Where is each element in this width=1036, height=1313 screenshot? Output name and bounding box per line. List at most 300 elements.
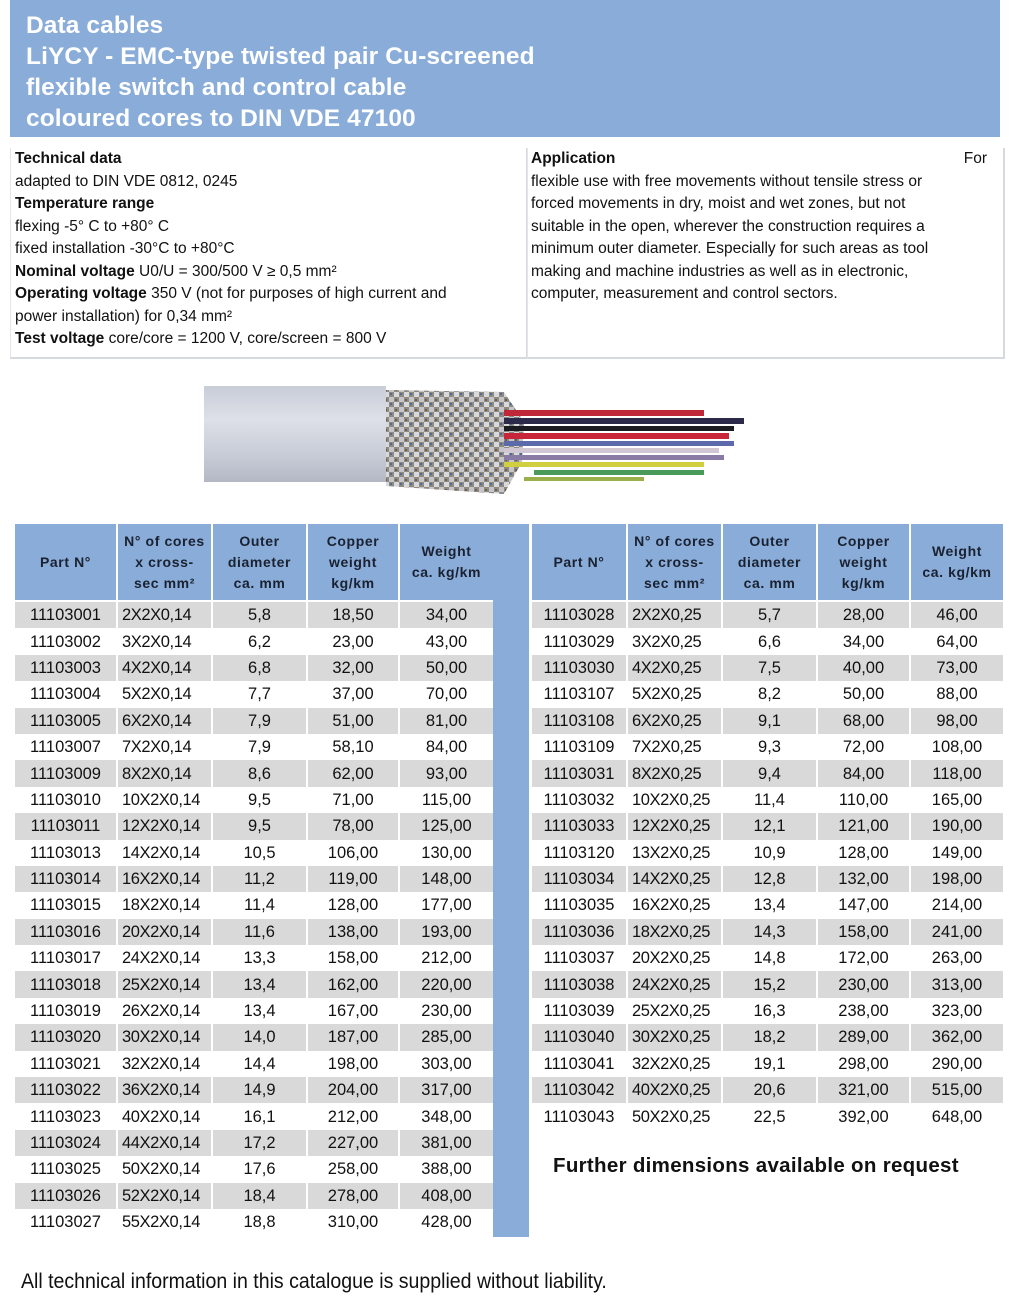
cell-part-no: 11103013 <box>15 840 116 866</box>
cell-cores: 14X2X0,14 <box>118 840 211 866</box>
cell-weight: 81,00 <box>400 708 493 734</box>
cell-outer-diameter: 11,2 <box>213 866 306 892</box>
cell-part-no: 11103014 <box>15 866 116 892</box>
cell-cores: 7X2X0,14 <box>118 734 211 760</box>
cell-outer-diameter: 7,9 <box>213 708 306 734</box>
application-line: forced movements in dry, moist and wet zones, but not <box>531 195 906 212</box>
cell-copper-weight: 321,00 <box>818 1077 909 1103</box>
cell-weight: 118,00 <box>911 760 1003 786</box>
cell-outer-diameter: 15,2 <box>723 971 816 997</box>
cell-part-no: 11103019 <box>15 998 116 1024</box>
cell-weight: 648,00 <box>911 1103 1003 1129</box>
cell-cores: 20X2X0,25 <box>628 945 721 971</box>
cell-weight: 73,00 <box>911 655 1003 681</box>
cell-cores: 30X2X0,25 <box>628 1024 721 1050</box>
header-copper-weight: Copper weight kg/km <box>308 524 398 602</box>
cell-outer-diameter: 18,4 <box>213 1183 306 1209</box>
cell-copper-weight: 138,00 <box>308 919 398 945</box>
cell-outer-diameter: 10,5 <box>213 840 306 866</box>
cell-copper-weight: 158,00 <box>818 919 909 945</box>
cell-outer-diameter: 7,9 <box>213 734 306 760</box>
cell-weight: 230,00 <box>400 998 493 1024</box>
cell-part-no: 11103108 <box>532 708 626 734</box>
cell-weight: 323,00 <box>911 998 1003 1024</box>
cell-cores: 30X2X0,14 <box>118 1024 211 1050</box>
table-row <box>532 919 1003 945</box>
cell-copper-weight: 212,00 <box>308 1103 398 1129</box>
cell-part-no: 11103037 <box>532 945 626 971</box>
application-for: For <box>963 150 987 167</box>
cell-cores: 6X2X0,25 <box>628 708 721 734</box>
cell-outer-diameter: 11,4 <box>723 787 816 813</box>
table-row <box>532 734 1003 760</box>
table-row <box>15 998 493 1024</box>
table-row <box>15 681 493 707</box>
cell-part-no: 11103025 <box>15 1156 116 1182</box>
header-cores: N° of cores x cross- sec mm² <box>118 524 211 602</box>
cell-cores: 20X2X0,14 <box>118 919 211 945</box>
cell-copper-weight: 310,00 <box>308 1209 398 1235</box>
cell-weight: 428,00 <box>400 1209 493 1235</box>
cell-weight: 177,00 <box>400 892 493 918</box>
table-row <box>532 1103 1003 1129</box>
cell-weight: 193,00 <box>400 919 493 945</box>
cell-weight: 303,00 <box>400 1051 493 1077</box>
cell-outer-diameter: 9,4 <box>723 760 816 786</box>
cell-outer-diameter: 10,9 <box>723 840 816 866</box>
cell-outer-diameter: 20,6 <box>723 1077 816 1103</box>
cell-weight: 50,00 <box>400 655 493 681</box>
cell-cores: 24X2X0,14 <box>118 945 211 971</box>
cell-cores: 26X2X0,14 <box>118 998 211 1024</box>
table-row <box>15 1183 493 1209</box>
cell-copper-weight: 172,00 <box>818 945 909 971</box>
operating-voltage-cont: power installation) for 0,34 mm² <box>15 307 233 325</box>
table-row <box>532 971 1003 997</box>
table-row <box>532 602 1003 628</box>
cell-copper-weight: 106,00 <box>308 840 398 866</box>
cell-part-no: 11103023 <box>15 1103 116 1129</box>
cell-weight: 98,00 <box>911 708 1003 734</box>
cell-copper-weight: 167,00 <box>308 998 398 1024</box>
title-line-4: coloured cores to DIN VDE 47100 <box>26 105 416 132</box>
cell-cores: 40X2X0,25 <box>628 1077 721 1103</box>
application-line: flexible use with free movements without tensile stress or <box>531 172 923 190</box>
cell-outer-diameter: 16,3 <box>723 998 816 1024</box>
cell-outer-diameter: 13,4 <box>213 971 306 997</box>
cell-part-no: 11103031 <box>532 760 626 786</box>
flexing-text: flexing -5° C to +80° C <box>15 217 170 235</box>
cell-cores: 2X2X0,25 <box>628 602 721 628</box>
cell-outer-diameter: 14,0 <box>213 1024 306 1050</box>
nominal-voltage <box>15 261 526 284</box>
cell-weight: 115,00 <box>400 787 493 813</box>
cell-copper-weight: 198,00 <box>308 1051 398 1077</box>
table-row <box>15 1077 493 1103</box>
cell-part-no: 11103017 <box>15 945 116 971</box>
cell-outer-diameter: 8,6 <box>213 760 306 786</box>
cell-weight: 70,00 <box>400 681 493 707</box>
test-voltage-label: Test voltage <box>15 330 105 347</box>
cell-outer-diameter: 9,5 <box>213 787 306 813</box>
temperature-heading: Temperature range <box>15 195 155 212</box>
cell-outer-diameter: 18,2 <box>723 1024 816 1050</box>
cell-outer-diameter: 11,4 <box>213 892 306 918</box>
table-row <box>15 840 493 866</box>
cell-outer-diameter: 16,1 <box>213 1103 306 1129</box>
operating-voltage-label: Operating voltage <box>15 285 147 302</box>
cell-part-no: 11103038 <box>532 971 626 997</box>
cell-copper-weight: 392,00 <box>818 1103 909 1129</box>
header-outer-diameter: Outer diameter ca. mm <box>723 524 816 602</box>
cell-weight: 93,00 <box>400 760 493 786</box>
cell-cores: 52X2X0,14 <box>118 1183 211 1209</box>
cell-weight: 408,00 <box>400 1183 493 1209</box>
cell-cores: 10X2X0,25 <box>628 787 721 813</box>
cell-part-no: 11103022 <box>15 1077 116 1103</box>
table-row <box>532 892 1003 918</box>
cable-photo <box>204 382 824 498</box>
cell-cores: 8X2X0,25 <box>628 760 721 786</box>
cell-copper-weight: 227,00 <box>308 1130 398 1156</box>
cell-copper-weight: 34,00 <box>818 628 909 654</box>
operating-voltage <box>15 283 526 306</box>
header-part-no: Part N° <box>532 524 626 602</box>
cell-cores: 2X2X0,14 <box>118 602 211 628</box>
table-row <box>15 1024 493 1050</box>
cell-copper-weight: 289,00 <box>818 1024 909 1050</box>
table-row <box>532 708 1003 734</box>
table-row <box>15 760 493 786</box>
cell-part-no: 11103004 <box>15 681 116 707</box>
table-row <box>532 1024 1003 1050</box>
table-row <box>532 1051 1003 1077</box>
header-copper-weight: Copper weight kg/km <box>818 524 909 602</box>
cell-cores: 10X2X0,14 <box>118 787 211 813</box>
cell-part-no: 11103039 <box>532 998 626 1024</box>
cell-copper-weight: 298,00 <box>818 1051 909 1077</box>
table-row <box>15 919 493 945</box>
cell-copper-weight: 78,00 <box>308 813 398 839</box>
cell-outer-diameter: 13,4 <box>723 892 816 918</box>
cell-weight: 198,00 <box>911 866 1003 892</box>
cell-part-no: 11103010 <box>15 787 116 813</box>
cell-outer-diameter: 13,4 <box>213 998 306 1024</box>
cell-outer-diameter: 9,1 <box>723 708 816 734</box>
cell-part-no: 11103028 <box>532 602 626 628</box>
table-row <box>15 971 493 997</box>
cell-part-no: 11103027 <box>15 1209 116 1235</box>
application-box <box>527 148 1005 359</box>
cell-part-no: 11103005 <box>15 708 116 734</box>
cell-weight: 290,00 <box>911 1051 1003 1077</box>
cell-outer-diameter: 9,5 <box>213 813 306 839</box>
cell-copper-weight: 187,00 <box>308 1024 398 1050</box>
title-line-2: LiYCY - EMC-type twisted pair Cu-screened <box>26 43 535 70</box>
cell-copper-weight: 58,10 <box>308 734 398 760</box>
cell-weight: 241,00 <box>911 919 1003 945</box>
cell-weight: 84,00 <box>400 734 493 760</box>
cell-weight: 165,00 <box>911 787 1003 813</box>
cell-part-no: 11103001 <box>15 602 116 628</box>
application-heading: Application <box>531 150 616 167</box>
title-line-1: Data cables <box>26 12 164 39</box>
cell-weight: 214,00 <box>911 892 1003 918</box>
cell-outer-diameter: 22,5 <box>723 1103 816 1129</box>
application-line: making and machine industries as well as in electronic, <box>531 262 909 280</box>
test-voltage <box>15 328 526 351</box>
cell-outer-diameter: 14,4 <box>213 1051 306 1077</box>
header-weight: Weight ca. kg/km <box>911 524 1003 602</box>
cell-copper-weight: 258,00 <box>308 1156 398 1182</box>
cell-copper-weight: 71,00 <box>308 787 398 813</box>
cell-copper-weight: 158,00 <box>308 945 398 971</box>
table-row <box>532 655 1003 681</box>
cell-copper-weight: 28,00 <box>818 602 909 628</box>
cell-copper-weight: 238,00 <box>818 998 909 1024</box>
cell-copper-weight: 278,00 <box>308 1183 398 1209</box>
cell-copper-weight: 147,00 <box>818 892 909 918</box>
cell-outer-diameter: 5,7 <box>723 602 816 628</box>
cell-cores: 50X2X0,25 <box>628 1103 721 1129</box>
table-row <box>15 945 493 971</box>
table-row <box>15 1103 493 1129</box>
cell-part-no: 11103042 <box>532 1077 626 1103</box>
cell-copper-weight: 18,50 <box>308 602 398 628</box>
cell-part-no: 11103041 <box>532 1051 626 1077</box>
parts-table-014 <box>13 524 495 1235</box>
adapted-text: adapted to DIN VDE 0812, 0245 <box>15 172 238 190</box>
cell-part-no: 11103026 <box>15 1183 116 1209</box>
cell-copper-weight: 204,00 <box>308 1077 398 1103</box>
cell-cores: 12X2X0,14 <box>118 813 211 839</box>
operating-voltage-value: 350 V (not for purposes of high current and <box>146 285 447 302</box>
cell-cores: 36X2X0,14 <box>118 1077 211 1103</box>
cell-weight: 362,00 <box>911 1024 1003 1050</box>
cell-outer-diameter: 17,6 <box>213 1156 306 1182</box>
cell-copper-weight: 50,00 <box>818 681 909 707</box>
table-row <box>15 1130 493 1156</box>
cell-cores: 5X2X0,25 <box>628 681 721 707</box>
cell-part-no: 11103107 <box>532 681 626 707</box>
table-row <box>15 602 493 628</box>
cell-outer-diameter: 8,2 <box>723 681 816 707</box>
cell-part-no: 11103030 <box>532 655 626 681</box>
table-row <box>15 1156 493 1182</box>
liability-footer: All technical information in this catalogue is supplied without liability. <box>21 1270 607 1293</box>
cell-weight: 348,00 <box>400 1103 493 1129</box>
table-body <box>15 602 493 1235</box>
application-line: minimum outer diameter. Especially for such areas as tool <box>531 240 929 257</box>
cell-cores: 25X2X0,14 <box>118 971 211 997</box>
table-row <box>15 892 493 918</box>
cell-outer-diameter: 12,1 <box>723 813 816 839</box>
cell-part-no: 11103016 <box>15 919 116 945</box>
cell-outer-diameter: 12,8 <box>723 866 816 892</box>
cell-weight: 46,00 <box>911 602 1003 628</box>
cell-cores: 7X2X0,25 <box>628 734 721 760</box>
cell-weight: 149,00 <box>911 840 1003 866</box>
cell-outer-diameter: 7,5 <box>723 655 816 681</box>
cell-copper-weight: 37,00 <box>308 681 398 707</box>
cell-weight: 220,00 <box>400 971 493 997</box>
table-row <box>15 734 493 760</box>
nominal-voltage-value: U0/U = 300/500 V ≥ 0,5 mm² <box>134 262 337 280</box>
cell-cores: 3X2X0,14 <box>118 628 211 654</box>
cell-outer-diameter: 6,6 <box>723 628 816 654</box>
cell-outer-diameter: 19,1 <box>723 1051 816 1077</box>
table-header-row <box>532 524 1003 602</box>
table-row <box>532 628 1003 654</box>
cell-outer-diameter: 14,3 <box>723 919 816 945</box>
cell-cores: 18X2X0,14 <box>118 892 211 918</box>
cell-copper-weight: 68,00 <box>818 708 909 734</box>
cell-weight: 88,00 <box>911 681 1003 707</box>
cell-part-no: 11103043 <box>532 1103 626 1129</box>
cell-outer-diameter: 14,8 <box>723 945 816 971</box>
table-row <box>15 813 493 839</box>
cell-copper-weight: 72,00 <box>818 734 909 760</box>
table-row <box>532 813 1003 839</box>
table-row <box>532 1077 1003 1103</box>
cell-part-no: 11103015 <box>15 892 116 918</box>
application-line: suitable in the open, wherever the construction requires a <box>531 217 925 235</box>
header-outer-diameter: Outer diameter ca. mm <box>213 524 306 602</box>
cell-copper-weight: 62,00 <box>308 760 398 786</box>
cell-cores: 13X2X0,25 <box>628 840 721 866</box>
cell-weight: 388,00 <box>400 1156 493 1182</box>
table-row <box>532 998 1003 1024</box>
cell-outer-diameter: 13,3 <box>213 945 306 971</box>
cell-copper-weight: 32,00 <box>308 655 398 681</box>
table-row <box>15 1051 493 1077</box>
cell-cores: 32X2X0,14 <box>118 1051 211 1077</box>
cell-cores: 3X2X0,25 <box>628 628 721 654</box>
header-part-no: Part N° <box>15 524 116 602</box>
title-line-3: flexible switch and control cable <box>26 74 407 101</box>
table-row <box>15 866 493 892</box>
cell-cores: 5X2X0,14 <box>118 681 211 707</box>
test-voltage-value: core/core = 1200 V, core/screen = 800 V <box>104 330 387 347</box>
fixed-installation-text: fixed installation -30°C to +80°C <box>15 240 235 257</box>
application-line: computer, measurement and control sectors. <box>531 285 838 302</box>
cell-part-no: 11103007 <box>15 734 116 760</box>
cell-part-no: 11103021 <box>15 1051 116 1077</box>
cell-part-no: 11103120 <box>532 840 626 866</box>
cell-part-no: 11103109 <box>532 734 626 760</box>
cell-cores: 14X2X0,25 <box>628 866 721 892</box>
table-row <box>15 628 493 654</box>
table-row <box>15 708 493 734</box>
cell-part-no: 11103002 <box>15 628 116 654</box>
cell-weight: 148,00 <box>400 866 493 892</box>
cell-copper-weight: 51,00 <box>308 708 398 734</box>
cell-part-no: 11103032 <box>532 787 626 813</box>
cell-cores: 6X2X0,14 <box>118 708 211 734</box>
cell-outer-diameter: 9,3 <box>723 734 816 760</box>
table-row <box>532 945 1003 971</box>
cell-weight: 263,00 <box>911 945 1003 971</box>
cell-cores: 24X2X0,25 <box>628 971 721 997</box>
cell-part-no: 11103003 <box>15 655 116 681</box>
table-divider <box>493 524 529 1237</box>
table-row <box>532 866 1003 892</box>
cell-outer-diameter: 14,9 <box>213 1077 306 1103</box>
cell-outer-diameter: 6,8 <box>213 655 306 681</box>
header-weight: Weight ca. kg/km <box>400 524 493 602</box>
cell-part-no: 11103029 <box>532 628 626 654</box>
cell-weight: 212,00 <box>400 945 493 971</box>
cell-weight: 130,00 <box>400 840 493 866</box>
cell-part-no: 11103036 <box>532 919 626 945</box>
cell-part-no: 11103040 <box>532 1024 626 1050</box>
cell-outer-diameter: 6,2 <box>213 628 306 654</box>
cell-copper-weight: 132,00 <box>818 866 909 892</box>
cell-cores: 18X2X0,25 <box>628 919 721 945</box>
table-body <box>532 602 1003 1130</box>
header-cores: N° of cores x cross- sec mm² <box>628 524 721 602</box>
cell-copper-weight: 110,00 <box>818 787 909 813</box>
table-row <box>15 655 493 681</box>
cell-weight: 313,00 <box>911 971 1003 997</box>
cell-cores: 40X2X0,14 <box>118 1103 211 1129</box>
further-dimensions-note: Further dimensions available on request <box>553 1154 959 1177</box>
cell-part-no: 11103009 <box>15 760 116 786</box>
table-row <box>15 1209 493 1235</box>
cell-part-no: 11103035 <box>532 892 626 918</box>
cell-copper-weight: 128,00 <box>818 840 909 866</box>
table-row <box>15 787 493 813</box>
nominal-voltage-label: Nominal voltage <box>15 262 135 280</box>
cell-weight: 34,00 <box>400 602 493 628</box>
cell-cores: 32X2X0,25 <box>628 1051 721 1077</box>
cell-part-no: 11103020 <box>15 1024 116 1050</box>
cell-outer-diameter: 17,2 <box>213 1130 306 1156</box>
cell-cores: 16X2X0,14 <box>118 866 211 892</box>
cell-weight: 381,00 <box>400 1130 493 1156</box>
table-row <box>532 840 1003 866</box>
cell-part-no: 11103024 <box>15 1130 116 1156</box>
cell-outer-diameter: 7,7 <box>213 681 306 707</box>
cell-part-no: 11103018 <box>15 971 116 997</box>
cell-copper-weight: 128,00 <box>308 892 398 918</box>
table-row <box>532 787 1003 813</box>
cell-cores: 8X2X0,14 <box>118 760 211 786</box>
cell-copper-weight: 121,00 <box>818 813 909 839</box>
cell-copper-weight: 23,00 <box>308 628 398 654</box>
cell-cores: 50X2X0,14 <box>118 1156 211 1182</box>
cell-weight: 43,00 <box>400 628 493 654</box>
cell-part-no: 11103033 <box>532 813 626 839</box>
cell-weight: 190,00 <box>911 813 1003 839</box>
cell-cores: 4X2X0,25 <box>628 655 721 681</box>
cell-weight: 64,00 <box>911 628 1003 654</box>
cell-cores: 25X2X0,25 <box>628 998 721 1024</box>
cell-outer-diameter: 5,8 <box>213 602 306 628</box>
title-banner <box>10 0 1000 137</box>
cell-cores: 44X2X0,14 <box>118 1130 211 1156</box>
parts-table-025 <box>530 524 1005 1130</box>
cell-copper-weight: 162,00 <box>308 971 398 997</box>
cell-cores: 4X2X0,14 <box>118 655 211 681</box>
table-row <box>532 681 1003 707</box>
table-row <box>532 760 1003 786</box>
cell-cores: 16X2X0,25 <box>628 892 721 918</box>
cell-copper-weight: 84,00 <box>818 760 909 786</box>
cell-weight: 317,00 <box>400 1077 493 1103</box>
cell-weight: 515,00 <box>911 1077 1003 1103</box>
cell-copper-weight: 119,00 <box>308 866 398 892</box>
